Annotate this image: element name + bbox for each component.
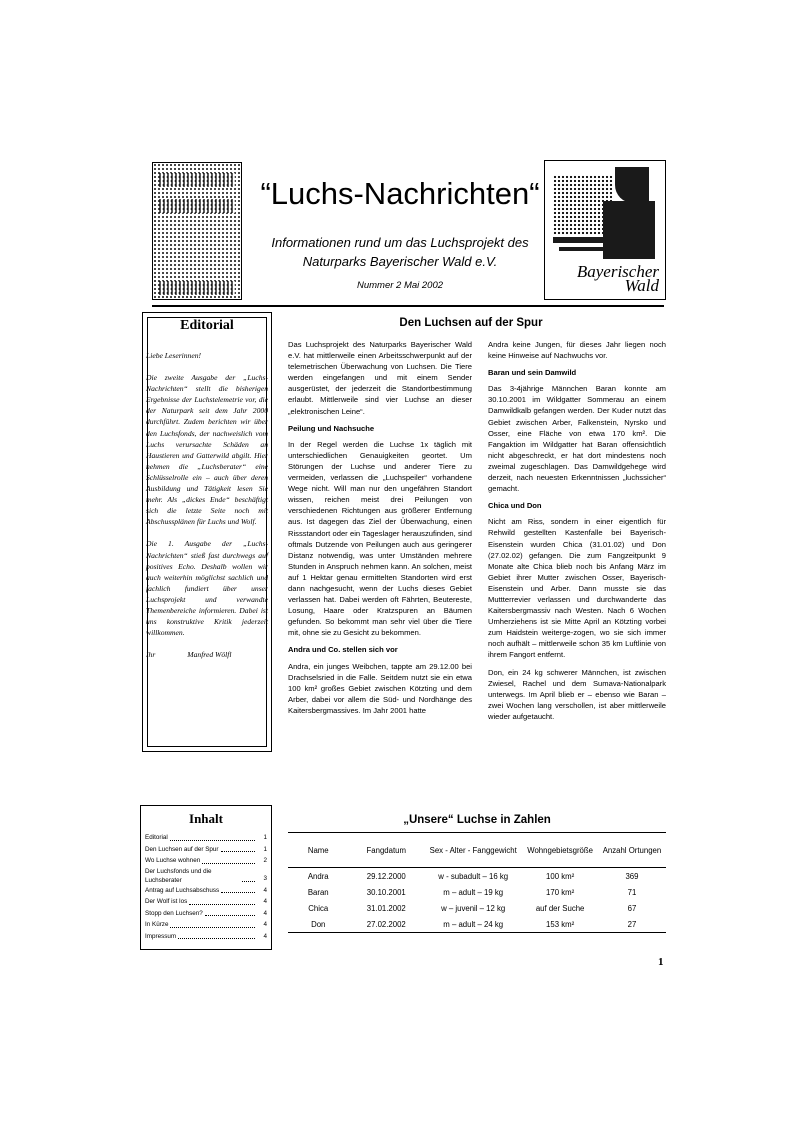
table-cell: 153 km² — [522, 916, 598, 933]
contents-item[interactable]: Impressum 4 — [145, 932, 267, 940]
contents-item[interactable]: Der Luchsfonds und die Luchsberater 3 — [145, 867, 267, 884]
table-cell: w - subadult – 16 kg — [438, 871, 509, 881]
table-cell: Don — [288, 916, 348, 933]
issue-info: Nummer 2 Mai 2002 — [356, 280, 444, 291]
table-cell: 27 — [598, 916, 666, 933]
table-cell: 30.10.2001 — [366, 887, 406, 897]
table-header: Wohngebietsgröße — [522, 833, 598, 868]
table-cell: 67 — [627, 903, 637, 913]
table-row — [288, 868, 666, 885]
table-cell: auf der Suche — [535, 903, 585, 913]
naturpark-logo-text — [563, 262, 659, 295]
subtitle-line-1: Informationen rund um das Luchsprojekt des — [271, 235, 529, 250]
editorial-paragraph-2: Die 1. Ausgabe der „Luchs-Nachrichten“ stieß fast durchwegs auf positives Echo. Deshalb wollen wir auch weiterhin möglichst sachlich und fachlich fundiert über unser Luchsprojekt und verwandte Themenbereiche informieren. Dabei ist uns konstruktive Kritik jederzeit willkommen. — [146, 539, 268, 638]
table-cell: w – juvenil – 12 kg — [441, 903, 506, 913]
naturpark-logo — [544, 160, 666, 300]
signature-prefix: Ihr — [146, 650, 156, 660]
logo-text-line-1: Bayerischer — [576, 262, 659, 281]
contents-item[interactable]: Den Luchsen auf der Spur 1 — [145, 845, 267, 853]
newsletter-title: “Luchs-Nachrichten“ — [260, 176, 540, 211]
table-cell: 369 — [625, 871, 639, 881]
contents-item[interactable]: Antrag auf Luchsabschuss 4 — [145, 886, 267, 894]
article-paragraph: In der Regel werden die Luchse 1x täglich mit unterschiedlichen Genauigkeiten geortet. Um Störungen der Luchse und anderer Tiere zu vermeiden, verlassen die „Luchspeiler“ vorhandene Wege nicht. Will man nur den ungefähren Standort wissen, reichen meist drei Peilungen von verschiedenen Richtungen aus größerer Entfernung aus. Ist dagegen das Ziel der Überwachung, einen Rissstandort oder ein Tageslager herauszufinden, sind oftmals Dutzende von Peilungen auch aus geringerer Distanz notwendig, was unter Umständen mehrere Stunden in Anspruch nehmen kann. An solchen, meist auf 1 Hektar genau ermittelten Standorten wird erst dann nachgesucht, wenn der Luchs dieses Gebiet verlassen hat. Dabei werden oft Fährten, Beutereste, Losung, Haare oder Kratzspuren an Bäumen gefunden. So bekommt man sehr viel über die Tiere mit, ohne sie zu Gesicht zu bekommen. — [288, 439, 472, 638]
table-header: Fangdatum — [348, 833, 424, 868]
header-rule — [152, 305, 664, 307]
table-cell: 31.01.2002 — [366, 903, 406, 913]
table-cell: 71 — [627, 887, 637, 897]
table-cell: m – adult – 19 kg — [443, 887, 504, 897]
table-title: „Unsere“ Luchse in Zahlen — [403, 814, 551, 826]
editorial-signature — [146, 649, 268, 660]
contents-item[interactable]: Editorial 1 — [145, 834, 267, 841]
article-subheading: Baran und sein Damwild — [488, 368, 577, 378]
page-number: 1 — [658, 956, 664, 968]
article-subheading: Chica und Don — [488, 501, 542, 511]
article-subheading: Peilung und Nachsuche — [288, 423, 375, 433]
table-cell: Chica — [308, 903, 329, 913]
table-cell: 27.02.2002 — [348, 916, 424, 933]
table-cell: 170 km² — [546, 887, 575, 897]
table-cell: 29.12.2000 — [366, 871, 406, 881]
contents-item[interactable]: Stopp den Luchsen? 4 — [145, 909, 267, 917]
subtitle-line-2: Naturparks Bayerischer Wald e.V. — [302, 254, 498, 269]
table-row — [288, 900, 666, 916]
table-cell: Andra — [307, 871, 329, 881]
article-paragraph: Das Luchsprojekt des Naturparks Bayerischer Wald e.V. hat mittlerweile einen Arbeitsschwerpunkt auf der telemetrischen Überwachung von Luchsen. Die Tiere werden eingefangen und mit einem Sender ausgerüstet, der jederzeit die Standortbestimmung erlaubt. Mittlerweile sind vier Luchse an dieser „elektronischen Leine“. — [288, 340, 472, 416]
contents-list — [145, 832, 267, 942]
table-cell: 100 km² — [546, 871, 575, 881]
article-column-1 — [288, 339, 472, 722]
article-paragraph: Nicht am Riss, sondern in einer eigentlich für Rehwild gestellten Kastenfalle bei Bayerisch-Eisenstein wurden Chica (31.01.02) und Don (27.02.02) gefangen. Die zum Fangzeitpunkt 9 Monate alte Chica blieb noch bis Anfang März im Gebiet ihrer Mutter zwischen Osser, Bayerisch-Eisenstein und Arber. Dann musste sie das Muttterrevier verlassen und durchwanderte das Kaitersbergmassiv nach Westen. Nach 6 Wochen Umherziehens ist sie Mitte April an Kötzting vorbei zum Haidstein weiterge-zogen, wo sie sich immer noch aufhält – mittlerweile schon 35 km Luftlinie von ihrem Fangort entfernt. — [488, 517, 666, 660]
logo-text-line-2: Wald — [624, 276, 659, 295]
editorial-greeting: Liebe Leserinnen! — [146, 351, 202, 360]
table-header: Sex - Alter - Fanggewicht — [424, 833, 522, 868]
table-cell: m – adult – 24 kg — [424, 916, 522, 933]
contents-item[interactable]: Wo Luchse wohnen 2 — [145, 857, 267, 864]
lynx-data-table — [288, 832, 666, 933]
editorial-text — [146, 350, 268, 660]
signature-name: Manfred Wölfl — [187, 650, 232, 660]
contents-item[interactable]: Der Wolf ist los 4 — [145, 898, 267, 905]
article-paragraph: Das 3-4jährige Männchen Baran konnte am 30.10.2001 im Wildgatter Sommerau an einem Damwildkalb gefangen werden. Der Kuder nutzt das Gebiet zwischen Arber, Falkenstein, Nyrsko und Osser, eine Fläche von etwa 170 km². Die Fangaktion im Wildgatter hat Baran offensichtlich nicht abgeschreckt, er hat dort mindestens noch zweimal zugeschlagen. Das Damwildgehege wird derzeit, nach neuesten Erkenntnissen „luchssicher“ gemacht. — [488, 384, 666, 494]
luchs-nachrichten-logo — [152, 162, 242, 300]
table-row — [288, 916, 666, 933]
article-title: Den Luchsen auf der Spur — [399, 317, 543, 329]
contents-title: Inhalt — [189, 811, 223, 826]
article-column-2 — [488, 339, 666, 728]
editorial-title: Editorial — [180, 318, 234, 333]
table-header: Name — [288, 833, 348, 868]
table-header-row — [288, 833, 666, 868]
table-row — [288, 884, 666, 900]
article-paragraph: Andra, ein junges Weibchen, tappte am 29.12.00 bei Drachselsried in die Falle. Seitdem nutzt sie ein etwa 100 km² großes Gebiet zwischen Kötzting und dem Arber, dabei vor allem die Süd- und Nordhänge des Kaitersbergmassives. Im Jahr 2001 hatte — [288, 661, 472, 715]
contents-item[interactable]: In Kürze 4 — [145, 921, 267, 928]
article-paragraph: Don, ein 24 kg schwerer Männchen, ist zwischen Zwiesel, Rachel und dem Sumava-Nationalpark unterwegs. Im April blieb er – ebenso wie Baran – zwei Wochen lang verschollen, ist aber mittlerweile wieder aufgetaucht. — [488, 667, 666, 721]
editorial-paragraph-1: Die zweite Ausgabe der „Luchs-Nachrichten“ stellt die bisherigen Ergebnisse der Luchstelemetrie vor, die der Naturpark seit dem Jahr 2000 durchführt. Zudem berichten wir über den Luchsfonds, der nachweislich vom Luchs verursachte Schäden an Haustieren und Gatterwild abgilt. Hier nehmen die „Luchsberater“ eine Schlüsselrolle ein – auch über deren Ausbildung und Tätigkeit lesen Sie mehr. Als „dickes Ende“ beschäftigt sich die letzte Seite noch mit Abschussplänen für Luchs und Wolf. — [146, 373, 268, 527]
article-subheading: Andra und Co. stellen sich vor — [288, 645, 398, 655]
article-paragraph: Andra keine Jungen, für dieses Jahr liegen noch keine Hinweise auf Nachwuchs vor. — [488, 340, 666, 361]
newsletter-subtitle — [250, 233, 550, 271]
table-cell: Baran — [307, 887, 329, 897]
table-header: Anzahl Ortungen — [598, 833, 666, 868]
